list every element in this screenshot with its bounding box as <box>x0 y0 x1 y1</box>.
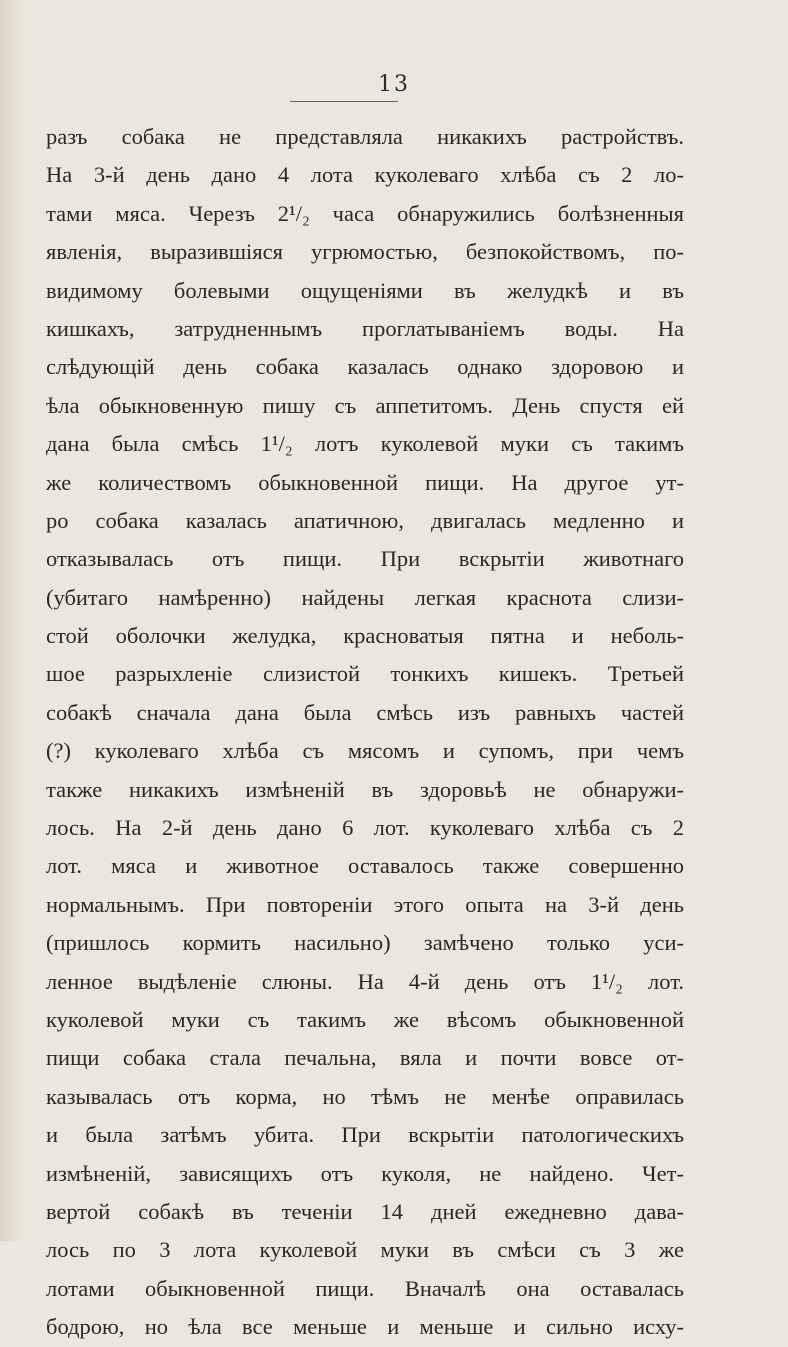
text-line: ѣла обыкновенную пишу съ аппетитомъ. День спустя ей <box>46 392 684 418</box>
text-line: же количествомъ обыкновенной пищи. На другое ут- <box>46 469 684 495</box>
text-line: шое разрыхленіе слизистой тонкихъ кишекъ. Третьей <box>46 661 684 687</box>
text-line: лось по 3 лота куколевой муки въ смѣси съ 3 же <box>46 1237 684 1263</box>
text-line: явленія, выразившіяся угрюмостью, безпокойствомъ, по- <box>46 239 684 265</box>
text-line: ленное выдѣленіе слюны. На 4-й день отъ 1¹/₂ лот. <box>46 968 684 994</box>
text-line: слѣдующій день собака казалась однако здоровою и <box>46 354 684 380</box>
text-line: (убитаго намѣренно) найдены легкая краснота слизи- <box>46 584 684 610</box>
text-line: лось. На 2-й день дано 6 лот. куколеваго хлѣба съ 2 <box>46 815 684 841</box>
text-line: собакѣ сначала дана была смѣсь изъ равныхъ частей <box>46 699 684 725</box>
text-line: тами мяса. Черезъ 2¹/₂ часа обнаружились болѣзненныя <box>46 200 684 226</box>
text-line: видимому болевыми ощущеніями въ желудкѣ и въ <box>46 277 684 303</box>
text-line: кишкахъ, затрудненнымъ проглатываніемъ воды. На <box>46 315 684 341</box>
text-line: (пришлось кормить насильно) замѣчено только уси- <box>46 930 684 956</box>
page-number: 13 <box>378 72 410 97</box>
text-line: измѣненій, зависящихъ отъ куколя, не найдено. Чет- <box>46 1160 684 1186</box>
text-line: дана была смѣсь 1¹/₂ лотъ куколевой муки съ такимъ <box>46 431 684 457</box>
text-line: бодрою, но ѣла все меньше и меньше и сильно исху- <box>46 1314 684 1340</box>
text-line: лот. мяса и животное оставалось также совершенно <box>46 853 684 879</box>
text-line: На 3-й день дано 4 лота куколеваго хлѣба съ 2 ло- <box>46 162 684 188</box>
text-line: ро собака казалась апатичною, двигалась медленно и <box>46 507 684 533</box>
text-line: разъ собака не представляла никакихъ растройствъ. <box>46 124 684 149</box>
text-line: отказывалась отъ пищи. При вскрытіи животнаго <box>46 546 684 572</box>
page-number-rule <box>290 101 398 102</box>
text-line: пищи собака стала печальна, вяла и почти вовсе от- <box>46 1045 684 1071</box>
body-text <box>46 118 684 1347</box>
text-line: казывалась отъ корма, но тѣмъ не менѣе оправилась <box>46 1083 684 1109</box>
text-line: стой оболочки желудка, красноватыя пятна и неболь- <box>46 623 684 649</box>
text-line: лотами обыкновенной пищи. Вначалѣ она оставалась <box>46 1275 684 1301</box>
text-line: (?) куколеваго хлѣба съ мясомъ и супомъ, при чемъ <box>46 738 684 764</box>
text-line: куколевой муки съ такимъ же вѣсомъ обыкновенной <box>46 1006 684 1032</box>
text-line: нормальнымъ. При повтореніи этого опыта на 3-й день <box>46 891 684 917</box>
text-line: вертой собакѣ въ теченіи 14 дней ежедневно дава- <box>46 1198 684 1224</box>
text-line: также никакихъ измѣненій въ здоровьѣ не обнаружи- <box>46 776 684 802</box>
text-line: и была затѣмъ убита. При вскрытіи патологическихъ <box>46 1122 684 1148</box>
